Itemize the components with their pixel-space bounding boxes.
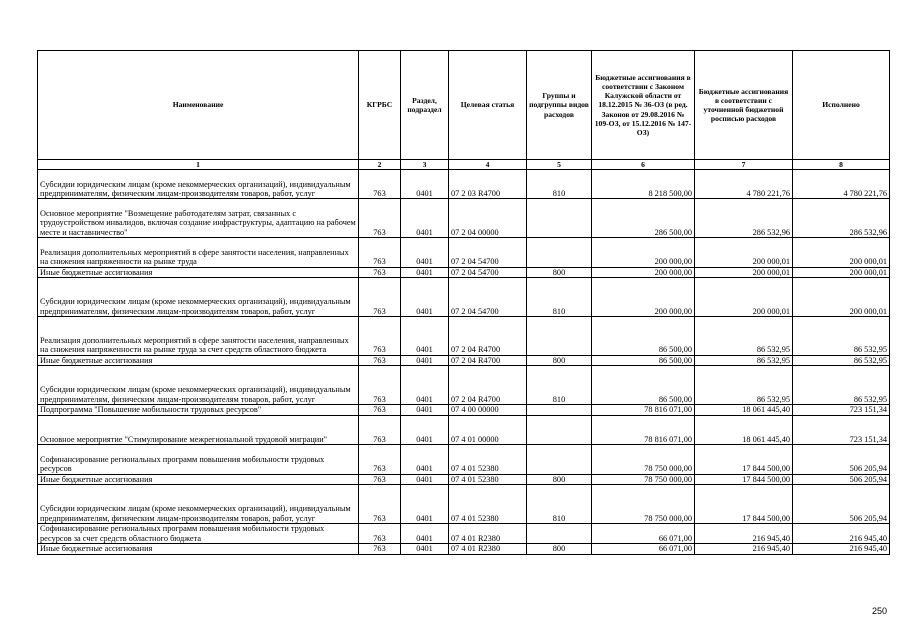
row-target-cell: 07 2 04 R4700 (449, 366, 527, 405)
row-group-cell (527, 316, 592, 355)
row-revised-cell: 200 000,01 (695, 267, 793, 278)
header-groups: Группы и подгруппы видов расходов (527, 51, 592, 160)
row-group-cell: 800 (527, 267, 592, 278)
row-name-cell: Реализация дополнительных мероприятий в сфере занятости населения, направленных на снижения напряженности на рынке труда (38, 238, 359, 267)
table-row (38, 485, 890, 524)
row-name-cell: Субсидии юридическим лицам (кроме некоммерческих организаций), индивидуальным предпринимателям, физическим лицам-производителям товаров, работ, услуг (38, 485, 359, 524)
row-group-cell (527, 199, 592, 238)
row-approved-cell: 78 816 071,00 (592, 405, 695, 416)
table-row (38, 523, 890, 543)
row-razdel-cell: 0401 (401, 415, 449, 444)
row-executed-cell: 86 532,95 (793, 316, 890, 355)
row-kgrbs-cell: 763 (359, 267, 401, 278)
row-target-cell: 07 2 04 R4700 (449, 316, 527, 355)
row-executed-cell: 216 945,40 (793, 523, 890, 543)
row-target-cell: 07 2 04 54700 (449, 278, 527, 317)
row-name-cell: Субсидии юридическим лицам (кроме некоммерческих организаций), индивидуальным предпринимателям, физическим лицам-производителям товаров, работ, услуг (38, 278, 359, 317)
row-target-cell: 07 4 00 00000 (449, 405, 527, 416)
row-name-cell: Субсидии юридическим лицам (кроме некоммерческих организаций), индивидуальным предпринимателям, физическим лицам-производителям товаров, работ, услуг (38, 366, 359, 405)
row-revised-cell: 18 061 445,40 (695, 415, 793, 444)
row-group-cell: 810 (527, 278, 592, 317)
table-row (38, 355, 890, 366)
row-target-cell: 07 4 01 00000 (449, 415, 527, 444)
row-approved-cell: 78 750 000,00 (592, 485, 695, 524)
row-approved-cell: 8 218 500,00 (592, 170, 695, 199)
table-header-row (38, 51, 890, 160)
row-razdel-cell: 0401 (401, 267, 449, 278)
header-name: Наименование (38, 51, 359, 160)
budget-table (37, 50, 890, 555)
row-name-cell: Основное мероприятие "Возмещение работодателям затрат, связанных с трудоустройством инвалидов, включая создание инфраструктуры, адаптацию на рабочем месте и наставничество" (38, 199, 359, 238)
row-revised-cell: 18 061 445,40 (695, 405, 793, 416)
row-executed-cell: 286 532,96 (793, 199, 890, 238)
row-kgrbs-cell: 763 (359, 445, 401, 474)
row-revised-cell: 200 000,01 (695, 278, 793, 317)
row-revised-cell: 4 780 221,76 (695, 170, 793, 199)
row-target-cell: 07 2 04 54700 (449, 238, 527, 267)
row-executed-cell: 200 000,01 (793, 238, 890, 267)
row-target-cell: 07 4 01 52380 (449, 474, 527, 485)
row-razdel-cell: 0401 (401, 170, 449, 199)
row-group-cell: 810 (527, 485, 592, 524)
row-razdel-cell: 0401 (401, 355, 449, 366)
row-executed-cell: 200 000,01 (793, 278, 890, 317)
row-name-cell: Основное мероприятие "Стимулирование межрегиональной трудовой миграции" (38, 415, 359, 444)
column-number: 6 (592, 160, 695, 170)
row-kgrbs-cell: 763 (359, 366, 401, 405)
row-approved-cell: 200 000,00 (592, 238, 695, 267)
row-group-cell (527, 523, 592, 543)
row-razdel-cell: 0401 (401, 445, 449, 474)
row-revised-cell: 216 945,40 (695, 543, 793, 554)
row-group-cell (527, 415, 592, 444)
row-executed-cell: 723 151,34 (793, 405, 890, 416)
row-executed-cell: 723 151,34 (793, 415, 890, 444)
row-kgrbs-cell: 763 (359, 170, 401, 199)
row-target-cell: 07 2 04 00000 (449, 199, 527, 238)
row-target-cell: 07 4 01 R2380 (449, 523, 527, 543)
row-kgrbs-cell: 763 (359, 474, 401, 485)
row-group-cell (527, 405, 592, 416)
row-kgrbs-cell: 763 (359, 316, 401, 355)
row-target-cell: 07 4 01 R2380 (449, 543, 527, 554)
table-row (38, 543, 890, 554)
table-row (38, 316, 890, 355)
row-target-cell: 07 2 04 R4700 (449, 355, 527, 366)
row-target-cell: 07 2 03 R4700 (449, 170, 527, 199)
row-approved-cell: 78 750 000,00 (592, 445, 695, 474)
table-row (38, 278, 890, 317)
row-approved-cell: 200 000,00 (592, 267, 695, 278)
header-col8: Исполнено (793, 51, 890, 160)
row-executed-cell: 506 205,94 (793, 445, 890, 474)
column-number: 5 (527, 160, 592, 170)
row-name-cell: Реализация дополнительных мероприятий в сфере занятости населения, направленных на снижения напряженности на рынке труда за счет средств областного бюджета (38, 316, 359, 355)
row-revised-cell: 17 844 500,00 (695, 474, 793, 485)
table-row (38, 415, 890, 444)
row-group-cell (527, 238, 592, 267)
row-approved-cell: 86 500,00 (592, 316, 695, 355)
row-kgrbs-cell: 763 (359, 405, 401, 416)
row-approved-cell: 78 750 000,00 (592, 474, 695, 485)
table-row (38, 267, 890, 278)
header-kgrbs: КГРБС (359, 51, 401, 160)
row-name-cell: Иные бюджетные ассигнования (38, 355, 359, 366)
row-razdel-cell: 0401 (401, 543, 449, 554)
row-name-cell: Подпрограмма "Повышение мобильности трудовых ресурсов" (38, 405, 359, 416)
row-kgrbs-cell: 763 (359, 415, 401, 444)
row-revised-cell: 86 532,95 (695, 366, 793, 405)
table-row (38, 366, 890, 405)
row-executed-cell: 216 945,40 (793, 543, 890, 554)
row-razdel-cell: 0401 (401, 278, 449, 317)
row-revised-cell: 216 945,40 (695, 523, 793, 543)
row-kgrbs-cell: 763 (359, 523, 401, 543)
row-razdel-cell: 0401 (401, 405, 449, 416)
row-revised-cell: 17 844 500,00 (695, 445, 793, 474)
row-kgrbs-cell: 763 (359, 278, 401, 317)
row-approved-cell: 286 500,00 (592, 199, 695, 238)
row-revised-cell: 17 844 500,00 (695, 485, 793, 524)
row-revised-cell: 286 532,96 (695, 199, 793, 238)
row-name-cell: Субсидии юридическим лицам (кроме некоммерческих организаций), индивидуальным предпринимателям, физическим лицам-производителям товаров, работ, услуг (38, 170, 359, 199)
row-name-cell: Иные бюджетные ассигнования (38, 267, 359, 278)
row-approved-cell: 66 071,00 (592, 543, 695, 554)
row-executed-cell: 86 532,95 (793, 355, 890, 366)
column-number: 2 (359, 160, 401, 170)
column-number: 3 (401, 160, 449, 170)
table-row (38, 445, 890, 474)
column-number: 8 (793, 160, 890, 170)
row-target-cell: 07 4 01 52380 (449, 445, 527, 474)
row-razdel-cell: 0401 (401, 199, 449, 238)
row-group-cell: 800 (527, 355, 592, 366)
row-approved-cell: 86 500,00 (592, 355, 695, 366)
row-executed-cell: 200 000,01 (793, 267, 890, 278)
row-razdel-cell: 0401 (401, 474, 449, 485)
table-row (38, 474, 890, 485)
row-executed-cell: 86 532,95 (793, 366, 890, 405)
row-approved-cell: 78 816 071,00 (592, 415, 695, 444)
table-row (38, 199, 890, 238)
row-name-cell: Иные бюджетные ассигнования (38, 474, 359, 485)
row-group-cell (527, 445, 592, 474)
row-approved-cell: 200 000,00 (592, 278, 695, 317)
row-kgrbs-cell: 763 (359, 355, 401, 366)
table-row (38, 238, 890, 267)
row-approved-cell: 66 071,00 (592, 523, 695, 543)
column-number: 1 (38, 160, 359, 170)
page-number: 250 (871, 606, 887, 616)
row-kgrbs-cell: 763 (359, 238, 401, 267)
header-col7: Бюджетные ассигнования в соответствии с уточненной бюджетной росписью расходов (695, 51, 793, 160)
row-kgrbs-cell: 763 (359, 485, 401, 524)
row-group-cell: 800 (527, 543, 592, 554)
row-group-cell: 800 (527, 474, 592, 485)
row-name-cell: Софинансирование региональных программ повышения мобильности трудовых ресурсов (38, 445, 359, 474)
header-col6: Бюджетные ассигнования в соответствии с Законом Калужской области от 18.12.2015 № 36-ОЗ (в ред. Законов от 29.08.2016 № 109-ОЗ, от 15.12.2016 № 147-ОЗ) (592, 51, 695, 160)
row-name-cell: Иные бюджетные ассигнования (38, 543, 359, 554)
row-razdel-cell: 0401 (401, 485, 449, 524)
table-row (38, 405, 890, 416)
row-razdel-cell: 0401 (401, 366, 449, 405)
row-revised-cell: 86 532,95 (695, 355, 793, 366)
table-body (38, 170, 890, 555)
row-executed-cell: 4 780 221,76 (793, 170, 890, 199)
column-number-row (38, 160, 890, 170)
row-approved-cell: 86 500,00 (592, 366, 695, 405)
row-revised-cell: 86 532,95 (695, 316, 793, 355)
column-number: 4 (449, 160, 527, 170)
row-razdel-cell: 0401 (401, 316, 449, 355)
row-target-cell: 07 4 01 52380 (449, 485, 527, 524)
row-group-cell: 810 (527, 366, 592, 405)
header-razdel: Раздел, подраздел (401, 51, 449, 160)
header-target: Целевая статья (449, 51, 527, 160)
row-kgrbs-cell: 763 (359, 199, 401, 238)
row-name-cell: Софинансирование региональных программ повышения мобильности трудовых ресурсов за счет средств областного бюджета (38, 523, 359, 543)
row-target-cell: 07 2 04 54700 (449, 267, 527, 278)
row-executed-cell: 506 205,94 (793, 474, 890, 485)
row-revised-cell: 200 000,01 (695, 238, 793, 267)
row-razdel-cell: 0401 (401, 238, 449, 267)
row-kgrbs-cell: 763 (359, 543, 401, 554)
row-razdel-cell: 0401 (401, 523, 449, 543)
row-group-cell: 810 (527, 170, 592, 199)
column-number: 7 (695, 160, 793, 170)
row-executed-cell: 506 205,94 (793, 485, 890, 524)
table-row (38, 170, 890, 199)
